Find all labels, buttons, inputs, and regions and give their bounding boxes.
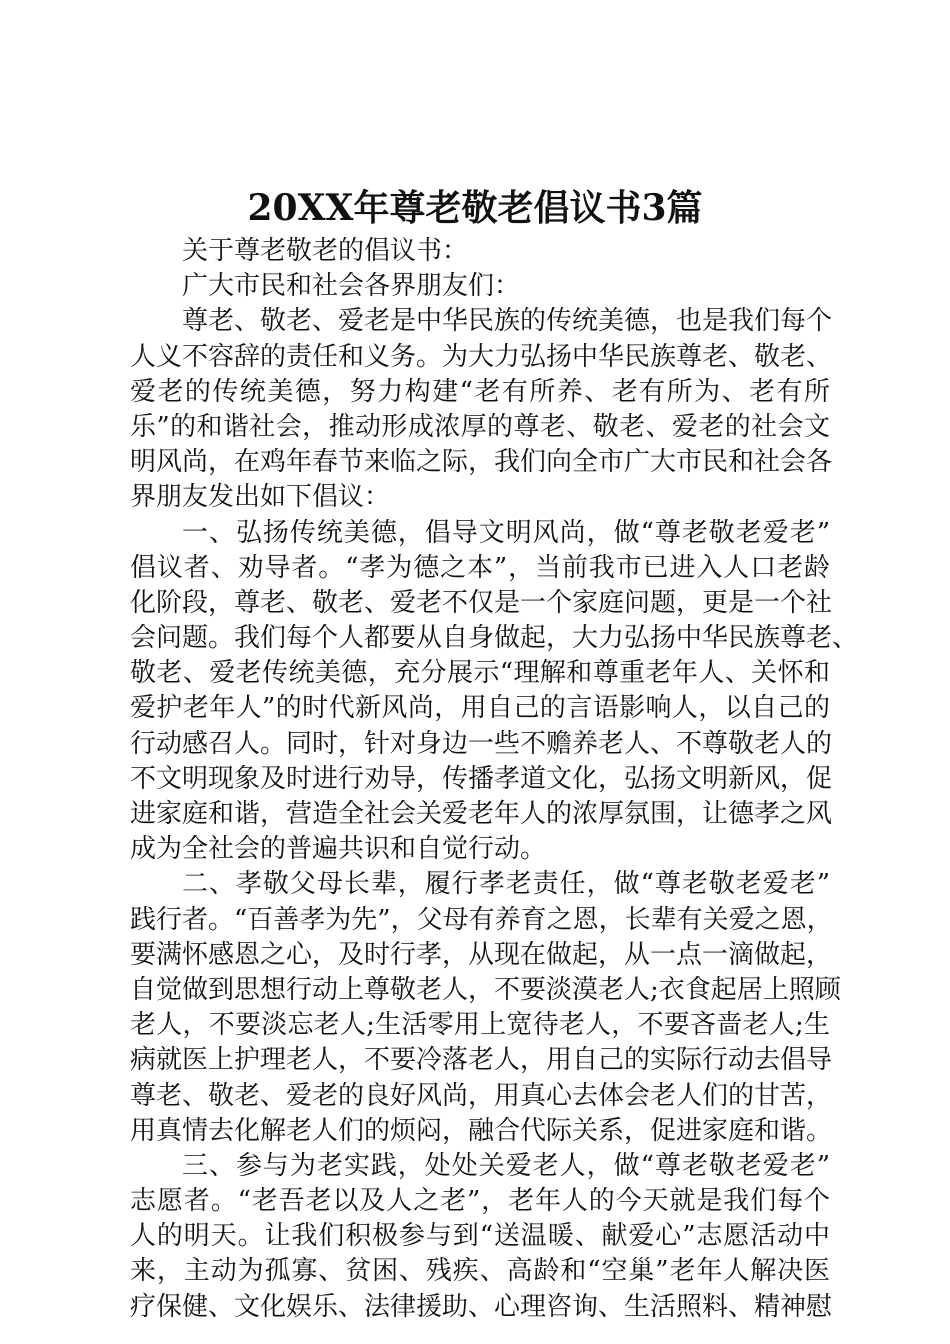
text-line: 化阶段，尊老、敬老、爱老不仅是一个家庭问题，更是一个社 bbox=[130, 587, 833, 618]
text-line: 乐”的和谐社会，推动形成浓厚的尊老、敬老、爱老的社会文 bbox=[130, 411, 830, 442]
text-line: 尊老、敬老、爱老的良好风尚，用真心去体会老人们的甘苦， bbox=[130, 1080, 833, 1111]
text-line: 尊老、敬老、爱老是中华民族的传统美德，也是我们每个 bbox=[182, 306, 833, 337]
text-line: 人的明天。让我们积极参与到“送温暖、献爱心”志愿活动中 bbox=[130, 1221, 830, 1252]
text-line: 爱护老年人”的时代新风尚，用自己的言语影响人，以自己的 bbox=[130, 693, 830, 724]
text-line: 界朋友发出如下倡议： bbox=[130, 482, 391, 513]
text-line: 爱老的传统美德，努力构建“老有所养、老有所为、老有所 bbox=[130, 376, 830, 407]
text-line: 进家庭和谐，营造全社会关爱老年人的浓厚氛围，让德孝之风 bbox=[130, 799, 833, 829]
text-line: 志愿者。“老吾老以及人之老”，老年人的今天就是我们每个 bbox=[130, 1186, 830, 1217]
text-line: 病就医上护理老人，不要冷落老人，用自己的实际行动去倡导 bbox=[130, 1045, 833, 1076]
document-body bbox=[130, 234, 859, 1325]
document-title: 20XX年尊老敬老倡议书3篇 bbox=[247, 187, 703, 229]
text-line: 人义不容辞的责任和义务。为大力弘扬中华民族尊老、敬老、 bbox=[130, 341, 833, 372]
text-line: 行动感召人。同时，针对身边一些不赡养老人、不尊敬老人的 bbox=[130, 728, 833, 759]
text-line: 广大市民和社会各界朋友们： bbox=[182, 271, 521, 302]
text-line: 老人，不要淡忘老人;生活零用上宽待老人，不要吝啬老人;生 bbox=[130, 1010, 830, 1041]
text-line: 敬老、爱老传统美德，充分展示“理解和尊重老年人、关怀和 bbox=[130, 658, 830, 689]
text-line: 来，主动为孤寡、贫困、残疾、高龄和“空巢”老年人解决医 bbox=[130, 1256, 830, 1287]
text-line: 疗保健、文化娱乐、法律援助、心理咨询、生活照料、精神慰 bbox=[130, 1291, 833, 1322]
text-line: 成为全社会的普遍共识和自觉行动。 bbox=[130, 834, 547, 865]
text-line: 不文明现象及时进行劝导，传播孝道文化，弘扬文明新风，促 bbox=[130, 763, 833, 794]
text-line: 一、弘扬传统美德，倡导文明风尚，做“尊老敬老爱老” bbox=[182, 517, 830, 548]
text-line: 自觉做到思想行动上尊敬老人，不要淡漠老人;衣食起居上照顾 bbox=[130, 974, 841, 1005]
text-line: 践行者。“百善孝为先”，父母有养育之恩，长辈有关爱之恩， bbox=[130, 904, 833, 935]
text-line: 要满怀感恩之心，及时行孝，从现在做起，从一点一滴做起， bbox=[130, 939, 833, 970]
text-line: 倡议者、劝导者。“孝为德之本”，当前我市已进入人口老龄 bbox=[130, 552, 830, 583]
text-line: 会问题。我们每个人都要从自身做起，大力弘扬中华民族尊老、 bbox=[130, 623, 859, 654]
text-line: 用真情去化解老人们的烦闷，融合代际关系，促进家庭和谐。 bbox=[130, 1115, 833, 1146]
text-line: 关于尊老敬老的倡议书： bbox=[182, 236, 469, 266]
text-line: 三、参与为老实践，处处关爱老人，做“尊老敬老爱老” bbox=[182, 1150, 830, 1181]
text-line: 明风尚，在鸡年春节来临之际，我们向全市广大市民和社会各 bbox=[130, 447, 833, 478]
text-line: 二、孝敬父母长辈，履行孝老责任，做“尊老敬老爱老” bbox=[182, 869, 830, 900]
